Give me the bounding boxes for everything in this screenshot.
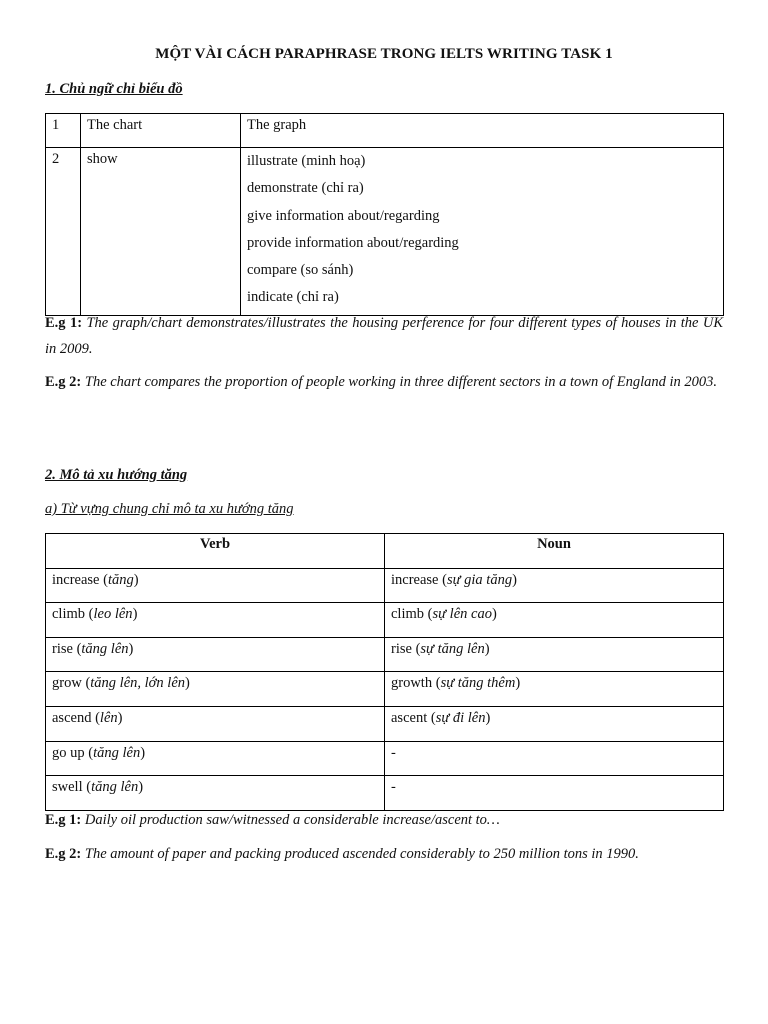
verb-list-cell bbox=[241, 148, 724, 316]
noun-cell: growth (sự tăng thêm) bbox=[385, 672, 724, 707]
column-header-verb: Verb bbox=[46, 534, 385, 569]
noun-cell: increase (sự gia tăng) bbox=[385, 568, 724, 603]
table-cell: The chart bbox=[81, 114, 241, 148]
example-paragraph bbox=[45, 841, 723, 867]
verb-cell: increase (tăng) bbox=[46, 568, 385, 603]
example-text: The chart compares the proportion of people working in three different sectors in a town of England in 2003. bbox=[84, 374, 718, 390]
example-text: The amount of paper and packing produced ascended considerably to 250 million tons in 1990. bbox=[84, 846, 639, 862]
table-row bbox=[46, 568, 724, 603]
noun-cell: ascent (sự đi lên) bbox=[385, 706, 724, 741]
subject-table bbox=[45, 113, 724, 316]
noun-cell: - bbox=[385, 741, 724, 776]
example-label: E.g 2: bbox=[45, 374, 82, 390]
table-cell: The graph bbox=[241, 114, 724, 148]
example-paragraph bbox=[45, 310, 723, 362]
table-header-row bbox=[46, 534, 724, 569]
list-item: illustrate (minh hoạ) bbox=[247, 153, 366, 169]
table-row bbox=[46, 672, 724, 707]
table-row bbox=[46, 741, 724, 776]
example-label: E.g 1: bbox=[45, 315, 83, 331]
table-row bbox=[46, 706, 724, 741]
example-text: Daily oil production saw/witnessed a considerable increase/ascent to… bbox=[84, 812, 500, 828]
noun-cell: - bbox=[385, 776, 724, 811]
verb-cell: grow (tăng lên, lớn lên) bbox=[46, 672, 385, 707]
section-1-heading: 1. Chủ ngữ chỉ biểu đồ bbox=[45, 81, 183, 97]
row-number: 1 bbox=[46, 114, 81, 148]
verb-cell: rise (tăng lên) bbox=[46, 637, 385, 672]
table-row bbox=[46, 637, 724, 672]
trend-vocabulary-table bbox=[45, 533, 724, 811]
table-row bbox=[46, 776, 724, 811]
noun-cell: climb (sự lên cao) bbox=[385, 603, 724, 638]
example-paragraph bbox=[45, 369, 723, 395]
list-item: indicate (chỉ ra) bbox=[247, 289, 339, 306]
example-text: The graph/chart demonstrates/illustrates the housing perference for four different types of houses in the UK in 2009. bbox=[45, 315, 724, 357]
verb-cell: go up (tăng lên) bbox=[46, 741, 385, 776]
document-title: MỘT VÀI CÁCH PARAPHRASE TRONG IELTS WRITING TASK 1 bbox=[155, 46, 613, 62]
noun-cell: rise (sự tăng lên) bbox=[385, 637, 724, 672]
table-cell: show bbox=[81, 148, 241, 316]
section-2-subheading: a) Từ vựng chung chỉ mô ta xu hướng tăng bbox=[45, 501, 294, 517]
verb-cell: climb (leo lên) bbox=[46, 603, 385, 638]
example-label: E.g 1: bbox=[45, 812, 82, 828]
verb-cell: swell (tăng lên) bbox=[46, 776, 385, 811]
section-2-heading: 2. Mô tả xu hướng tăng bbox=[45, 467, 188, 483]
list-item: compare (so sánh) bbox=[247, 262, 354, 279]
verb-cell: ascend (lên) bbox=[46, 706, 385, 741]
example-label: E.g 2: bbox=[45, 846, 82, 862]
table-row bbox=[46, 603, 724, 638]
column-header-noun: Noun bbox=[385, 534, 724, 569]
list-item: give information about/regarding bbox=[247, 207, 440, 224]
list-item: demonstrate (chỉ ra) bbox=[247, 180, 364, 197]
table-row bbox=[46, 148, 724, 316]
row-number: 2 bbox=[46, 148, 81, 316]
table-row bbox=[46, 114, 724, 148]
list-item: provide information about/regarding bbox=[247, 234, 459, 251]
example-paragraph bbox=[45, 807, 723, 833]
